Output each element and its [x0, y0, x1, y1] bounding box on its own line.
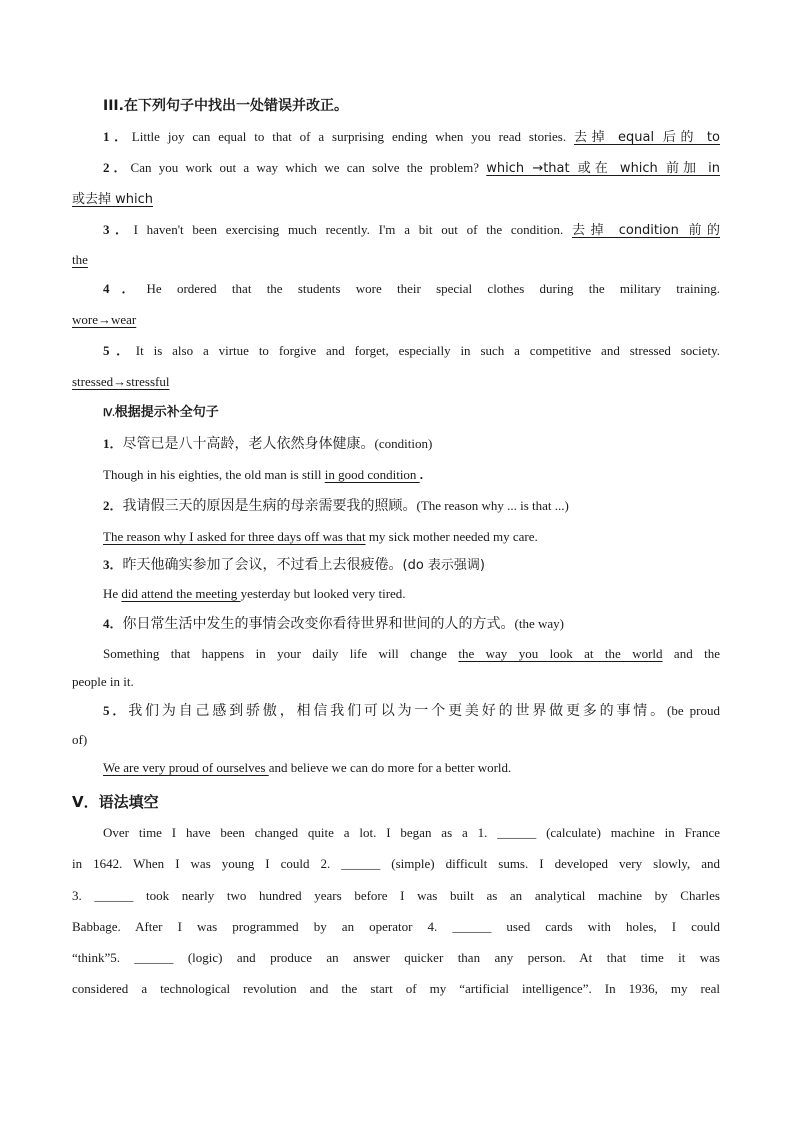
s3-q2 — [103, 158, 720, 179]
s4-q1-post: . — [419, 467, 423, 482]
s4-q2-prompt — [103, 496, 720, 516]
section-4-roman: Ⅳ. — [103, 408, 115, 419]
s4-q4-post: and the — [662, 646, 720, 661]
s4-q1-zh: 尽管已是八十高龄，老人依然身体健康。 — [122, 436, 375, 452]
s4-q5-answer-line — [103, 758, 720, 778]
s5-line-6: considered a technological revolution and the start of my “artificial intelligence”. In 1936, my real — [72, 981, 720, 996]
s4-q5-zh: 我们为自己感到骄傲，相信我们可以为一个更美好的世界做更多的事情。 — [128, 703, 667, 719]
s4-q5-hint-cont: of) — [72, 732, 88, 747]
section-5-title: Ⅴ．语法填空 — [72, 793, 159, 811]
s4-q4-answer: the way you look at the world — [458, 646, 663, 661]
s4-q1-pre: Though in his eighties, the old man is still — [103, 467, 325, 482]
s4-q1-answer-line — [103, 465, 720, 485]
s4-q5-answer: We are very proud of ourselves — [103, 760, 269, 775]
s4-q2-answer: The reason why I asked for three days off was that — [103, 529, 366, 544]
s3-q2-answer: which →that 或在 which 前加 in — [486, 161, 720, 176]
s3-q2-cont — [72, 189, 720, 210]
s4-q3-post: yesterday but looked very tired. — [240, 586, 406, 601]
s3-q3-cont — [72, 250, 720, 270]
s4-q1-answer: in good condition — [324, 467, 420, 482]
s4-q1-hint: (condition) — [374, 436, 433, 451]
s4-q4-zh: 你日常生活中发生的事情会改变你看待世界和世间的人的方式。 — [122, 616, 515, 632]
s4-q4-pre: Something that happens in your daily life will change — [103, 646, 459, 661]
s3-q3-text: I haven't been exercising much recently. I'm a bit out of the condition. — [133, 222, 564, 237]
s3-q2-text: Can you work out a way which we can solve the problem? — [130, 160, 480, 175]
s4-q4-answer-line — [103, 644, 720, 664]
s3-q3 — [103, 220, 720, 241]
s3-q4 — [103, 279, 720, 299]
s4-q3-answer-line — [103, 584, 720, 604]
s3-q4-text: He ordered that the students wore their special clothes during the military training. — [146, 281, 720, 296]
s3-q4-answer: wore→wear — [72, 312, 137, 327]
s4-q3-pre: He — [103, 586, 122, 601]
s3-q2-num: 2． — [103, 160, 131, 175]
s5-line-4: Babbage. After I was programmed by an operator 4. ______ used cards with holes, I could — [72, 919, 720, 934]
s4-q2-num: 2． — [103, 498, 123, 513]
s4-q3-hint: (do 表示强调) — [402, 558, 485, 573]
s4-q5-post: and believe we can do more for a better world. — [268, 760, 512, 775]
s5-line-1: Over time I have been changed quite a lot. I began as a 1. ______ (calculate) machine in France — [103, 825, 720, 840]
s4-q4-num: 4． — [103, 616, 123, 631]
s4-q5-prompt — [103, 701, 720, 721]
s3-q3-answer-cont: the — [72, 252, 88, 267]
s3-q5-answer: stressed→stressful — [72, 374, 170, 389]
s3-q3-answer: 去掉 condition 前的 — [572, 223, 721, 238]
s5-line-3: 3. ______ took nearly two hundred years before I was built as an analytical machine by Charles — [72, 888, 720, 903]
section-4-title — [103, 403, 219, 424]
s4-q4-prompt — [103, 614, 720, 634]
s4-q2-post: my sick mother needed my care. — [365, 529, 538, 544]
s4-q1-num: 1． — [103, 436, 123, 451]
s3-q2-answer-cont: 或去掉 which — [72, 192, 154, 207]
s3-q1 — [103, 127, 720, 148]
s3-q5 — [103, 341, 720, 361]
s4-q2-hint: (The reason why ... is that ...) — [416, 498, 569, 513]
s3-q1-answer: 去掉 equal 后的 to — [574, 130, 720, 145]
s4-q5-num: 5． — [103, 703, 129, 718]
s5-line-5: “think”5. ______ (logic) and produce an answer quicker than any person. At that time it was — [72, 950, 720, 965]
s3-q1-num: 1． — [103, 129, 132, 144]
s3-q3-num: 3． — [103, 222, 134, 237]
s4-q1-prompt — [103, 434, 720, 454]
s4-q2-answer-line — [103, 527, 720, 547]
s3-q4-num: 4． — [103, 281, 147, 296]
section-3-title: III.在下列句子中找出一处错误并改正。 — [103, 98, 348, 114]
s4-q3-zh: 昨天他确实参加了会议，不过看上去很疲倦。 — [122, 557, 403, 573]
s4-q3-num: 3． — [103, 557, 123, 572]
s4-q3-prompt — [103, 555, 720, 576]
s4-q3-answer: did attend the meeting — [121, 586, 241, 601]
s3-q5-cont — [72, 372, 720, 392]
s3-q4-cont — [72, 310, 720, 330]
s3-q5-num: 5． — [103, 343, 136, 358]
section-4-title-text: 根据提示补全句子 — [114, 405, 219, 420]
s4-q2-zh: 我请假三天的原因是生病的母亲需要我的照顾。 — [122, 498, 417, 514]
s5-line-2: in 1642. When I was young I could 2. ______ (simple) difficult sums. I developed very slowly, and — [72, 856, 720, 871]
s4-q5-hint: (be proud — [666, 703, 720, 718]
s3-q1-text: Little joy can equal to that of a surprising ending when you read stories. — [131, 129, 567, 144]
s4-q4-hint: (the way) — [514, 616, 564, 631]
s3-q5-text: It is also a virtue to forgive and forget, especially in such a competitive and stressed society. — [135, 343, 720, 358]
s4-q4-cont: people in it. — [72, 674, 134, 689]
